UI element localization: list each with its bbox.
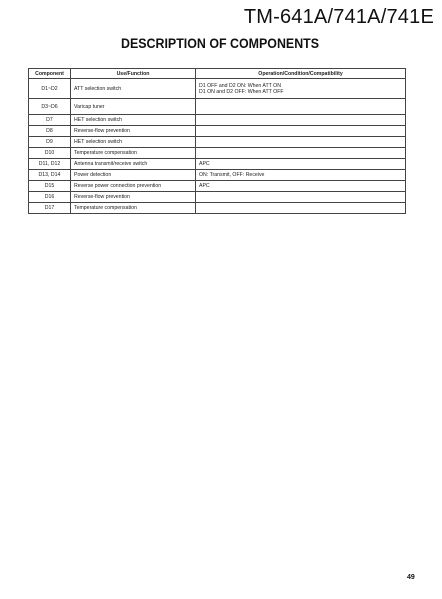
function-cell: Power detection: [71, 170, 196, 181]
table-row: [29, 79, 406, 99]
operation-cell: [196, 126, 406, 137]
table-row: [29, 115, 406, 126]
column-header-component: Component: [29, 69, 71, 79]
function-cell: ATT selection switch: [71, 79, 196, 99]
table-header-row: [29, 69, 406, 79]
component-cell: D16: [29, 192, 71, 203]
table-row: [29, 148, 406, 159]
operation-cell: [196, 79, 406, 99]
components-table: [28, 68, 406, 214]
operation-cell: [196, 115, 406, 126]
function-cell: HET selection switch: [71, 115, 196, 126]
function-cell: Reverse-flow prevention: [71, 192, 196, 203]
function-cell: Reverse-flow prevention: [71, 126, 196, 137]
operation-cell: APC: [196, 181, 406, 192]
operation-line: D1 ON and D2 OFF: When ATT OFF: [199, 88, 284, 95]
component-cell: D13, D14: [29, 170, 71, 181]
component-cell: D3~D6: [29, 99, 71, 115]
column-header-function: Use/Function: [71, 69, 196, 79]
operation-line: D1 OFF and D2 ON: When ATT ON: [199, 82, 281, 89]
operation-cell: ON: Transmit, OFF: Receive: [196, 170, 406, 181]
component-cell: D8: [29, 126, 71, 137]
section-title: DESCRIPTION OF COMPONENTS: [121, 36, 320, 51]
operation-cell: [196, 137, 406, 148]
table-row: [29, 181, 406, 192]
component-cell: D7: [29, 115, 71, 126]
table-row: [29, 159, 406, 170]
table-row: [29, 192, 406, 203]
component-cell: D17: [29, 203, 71, 214]
page-number: 49: [407, 574, 415, 581]
function-cell: Temperature compensation: [71, 203, 196, 214]
table-row: [29, 203, 406, 214]
model-title: TM-641A/741A/741E: [243, 6, 434, 28]
table-row: [29, 99, 406, 115]
table-row: [29, 126, 406, 137]
operation-cell: [196, 192, 406, 203]
component-cell: D11, D12: [29, 159, 71, 170]
table-row: [29, 137, 406, 148]
function-cell: Varicap tuner: [71, 99, 196, 115]
components-table-container: [28, 68, 405, 214]
component-cell: D1~D2: [29, 79, 71, 99]
operation-cell: APC: [196, 159, 406, 170]
component-cell: D15: [29, 181, 71, 192]
operation-cell: [196, 148, 406, 159]
operation-cell: [196, 99, 406, 115]
component-cell: D10: [29, 148, 71, 159]
operation-cell: [196, 203, 406, 214]
table-row: [29, 170, 406, 181]
function-cell: HET selection switch: [71, 137, 196, 148]
function-cell: Antenna transmit/receive switch: [71, 159, 196, 170]
component-cell: D9: [29, 137, 71, 148]
function-cell: Reverse power connection prevention: [71, 181, 196, 192]
function-cell: Temperature compensation: [71, 148, 196, 159]
column-header-operation: Operation/Condition/Compatibility: [196, 69, 406, 79]
